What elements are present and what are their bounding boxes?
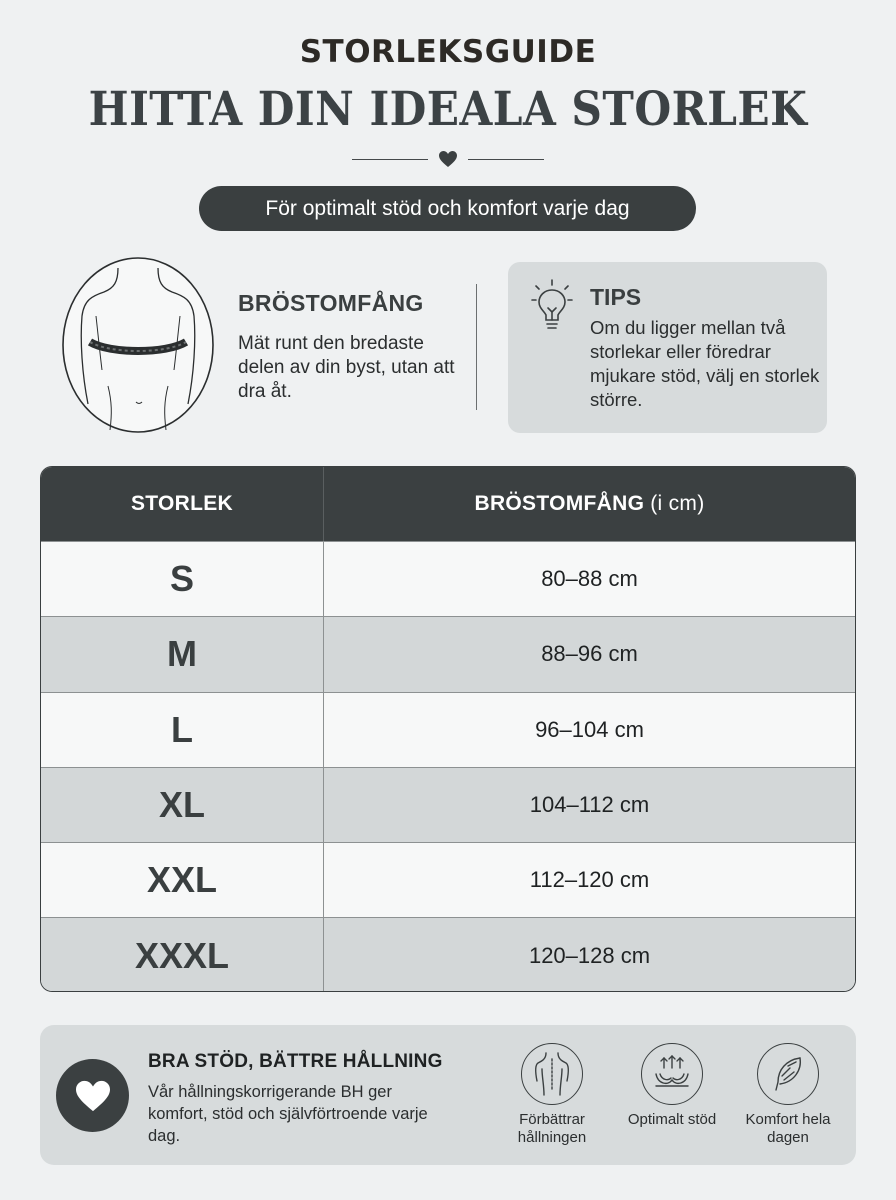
- table-row: [41, 917, 855, 992]
- heart-icon: [438, 150, 458, 168]
- tips-box: [508, 262, 827, 433]
- range-cell: 88–96 cm: [541, 641, 638, 667]
- size-cell: S: [41, 542, 324, 616]
- footer-title: BRA STÖD, BÄTTRE HÅLLNING: [148, 1051, 443, 1072]
- feature-label: Komfort hela dagen: [745, 1111, 831, 1146]
- feature-support: [617, 1043, 727, 1129]
- heart-icon: [74, 1079, 112, 1113]
- feature-icon-ring: [757, 1043, 819, 1105]
- range-cell: 120–128 cm: [528, 942, 651, 968]
- benefits-footer: [40, 1025, 856, 1165]
- tips-title: TIPS: [590, 284, 642, 310]
- page-title: HITTA DIN IDEALA STORLEK: [88, 82, 808, 137]
- range-cell: 80–88 cm: [541, 566, 638, 592]
- size-cell: XXL: [41, 843, 324, 917]
- table-row: [41, 541, 855, 616]
- table-header: [41, 467, 855, 541]
- feature-comfort: [733, 1043, 843, 1147]
- footer-text: Vår hållningskorrigerande BH ger komfort, stöd och självförtroende varje dag.: [148, 1083, 428, 1145]
- range-cell: 96–104 cm: [535, 716, 644, 742]
- tagline-pill: För optimalt stöd och komfort varje dag: [199, 186, 696, 231]
- support-icon: [652, 1054, 692, 1094]
- size-cell: XL: [41, 768, 324, 842]
- header-bust-unit: (i cm): [650, 492, 705, 515]
- spine-icon: [532, 1051, 572, 1097]
- table-row: [41, 616, 855, 691]
- measure-instructions: Mät runt den bredaste delen av din byst, utan att dra åt.: [238, 333, 455, 402]
- size-cell: L: [41, 693, 324, 767]
- divider-line-right: [468, 159, 544, 160]
- table-row: [41, 842, 855, 917]
- header-bust-label: BRÖSTOMFÅNG: [474, 492, 645, 515]
- size-cell: M: [41, 617, 324, 691]
- feature-label: Optimalt stöd: [627, 1111, 717, 1128]
- measure-title: BRÖSTOMFÅNG: [238, 290, 424, 316]
- range-cell: 112–120 cm: [529, 867, 650, 893]
- section-divider: [476, 284, 477, 410]
- feature-icon-ring: [521, 1043, 583, 1105]
- size-cell: XXXL: [41, 918, 324, 992]
- feature-posture: [497, 1043, 607, 1147]
- table-row: [41, 767, 855, 842]
- range-cell: 104–112 cm: [529, 792, 650, 818]
- heart-badge: [56, 1059, 129, 1132]
- lightbulb-icon: [526, 278, 578, 336]
- table-row: [41, 692, 855, 767]
- feather-icon: [768, 1054, 808, 1094]
- feature-icon-ring: [641, 1043, 703, 1105]
- title-divider: [352, 148, 544, 170]
- guide-eyebrow: STORLEKSGUIDE: [299, 34, 597, 70]
- header-bust: [324, 467, 855, 541]
- divider-line-left: [352, 159, 428, 160]
- bust-measure-illustration: [60, 254, 216, 436]
- size-table: [40, 466, 856, 992]
- feature-label: Förbättrar hållningen: [517, 1111, 587, 1146]
- tips-text: Om du ligger mellan två storlekar eller föredrar mjukare stöd, välj en storlek större.: [590, 317, 820, 410]
- header-size: STORLEK: [41, 467, 324, 541]
